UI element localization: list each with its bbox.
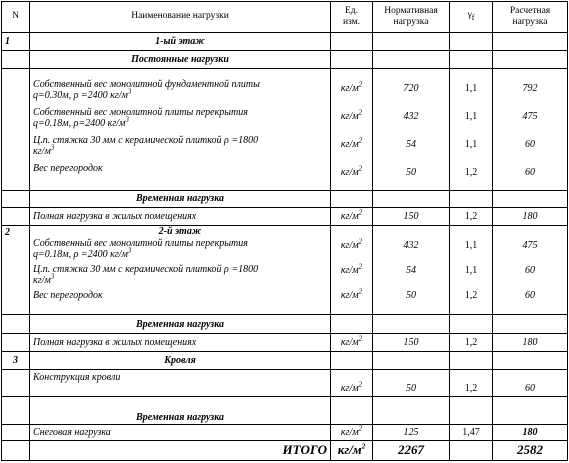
floor2-number: 2 [2, 225, 30, 315]
floor1-permanent-title: Постоянные нагрузки [30, 50, 331, 68]
list-item: Собственный вес монолитной плиты перекрытия q=0.18м, ρ =2400 $кг/м^3$ [33, 237, 248, 260]
total-calc: 2582 [493, 440, 568, 460]
floor2-units: $кг/м^2$ $кг/м^2$ $кг/м^2$ [331, 225, 373, 315]
floor1-gamma-values: 1,1 1,1 1,1 1,2 [450, 69, 493, 191]
floor2-calc-values: 475 60 60 [493, 225, 568, 315]
floor1-permanent-descriptions [30, 69, 331, 191]
floor2-row [2, 225, 568, 315]
floor2-temporary-gamma: 1,2 [450, 333, 493, 351]
total-unit: $кг/м^2$ [331, 440, 373, 460]
list-item: Ц.п. стяжка 30 мм с керамической плиткой ρ =1800 $кг/м^3$ [33, 263, 259, 286]
floor2-temporary-norm: 150 [373, 333, 450, 351]
floor2-temporary-title-row [2, 315, 568, 333]
floor2-temporary-name: Полная нагрузка в жилых помещениях [30, 333, 331, 351]
list-item: Вес перегородок [33, 289, 103, 301]
floor1-title-row [2, 32, 568, 50]
floor2-title: 2-й этаж [158, 225, 202, 237]
roof-temporary-title-row [2, 396, 568, 424]
floor1-temporary-title-row [2, 191, 568, 207]
header-gamma: $\gamma_f$ [450, 2, 493, 33]
roof-temporary-name: Снеговая нагрузка [30, 425, 331, 440]
floor2-norm-values: 432 54 50 [373, 225, 450, 315]
roof-temporary-row [2, 425, 568, 440]
roof-item-gamma: 1,2 [450, 370, 493, 396]
roof-item-unit: $кг/м^2$ [331, 370, 373, 396]
floor1-permanent-title-row [2, 50, 568, 68]
roof-item-calc: 60 [493, 370, 568, 396]
list-item: Собственный вес монолитной плиты перекрытия q=0.18м, ρ=2400 $кг/м^3$ [33, 107, 248, 130]
floor1-number: 1 [2, 32, 30, 50]
list-item: Ц.п. стяжка 30 мм с керамической плиткой ρ =1800 $кг/м^3$ [33, 135, 259, 158]
roof-temporary-unit: $кг/м^2$ [331, 425, 373, 440]
floor1-units: $кг/м^2$ $кг/м^2$ $кг/м^2$ $кг/м^2$ [331, 69, 373, 191]
floor2-temporary-title: Временная нагрузка [30, 315, 331, 333]
roof-temporary-gamma: 1,47 [450, 425, 493, 440]
total-row [2, 440, 568, 460]
floor2-gamma-values: 1,1 1,1 1,2 [450, 225, 493, 315]
header-n: N [2, 2, 30, 33]
header-name: Наименование нагрузки [30, 2, 331, 33]
floor2-temporary-unit: $кг/м^2$ [331, 333, 373, 351]
floor1-temporary-gamma: 1,2 [450, 207, 493, 225]
floor2-descriptions [30, 225, 331, 315]
header-norm: Нормативная нагрузка [373, 2, 450, 33]
floor1-temporary-title: Временная нагрузка [30, 191, 331, 207]
floor1-temporary-row [2, 207, 568, 225]
roof-title: Кровля [30, 352, 331, 370]
roof-temporary-title: Временная нагрузка [30, 396, 331, 424]
roof-item-norm: 50 [373, 370, 450, 396]
list-item: Вес перегородок [33, 163, 103, 175]
floor2-temporary-calc: 180 [493, 333, 568, 351]
floor1-temporary-calc: 180 [493, 207, 568, 225]
floor1-title: 1-ый этаж [30, 32, 331, 50]
floor1-norm-values: 720 432 54 50 [373, 69, 450, 191]
floor1-calc-values: 792 475 60 60 [493, 69, 568, 191]
floor2-temporary-row [2, 333, 568, 351]
total-norm: 2267 [373, 440, 450, 460]
floor1-permanent-items-row [2, 69, 568, 191]
header-calc: Расчетная нагрузка [493, 2, 568, 33]
roof-number: 3 [2, 352, 30, 370]
roof-item-name: Конструкция кровли [30, 370, 331, 396]
roof-item-row [2, 370, 568, 396]
loads-table [1, 1, 568, 461]
header-unit: Ед. изм. [331, 2, 373, 33]
roof-title-row [2, 352, 568, 370]
roof-temporary-calc: 180 [493, 425, 568, 440]
floor1-temporary-name: Полная нагрузка в жилых помещениях [30, 207, 331, 225]
header-row [2, 2, 568, 33]
total-label: ИТОГО [30, 440, 331, 460]
floor1-temporary-norm: 150 [373, 207, 450, 225]
list-item: Собственный вес монолитной фундаментной плиты q=0.30м, ρ =2400 $кг/м^3$ [33, 79, 260, 102]
roof-temporary-norm: 125 [373, 425, 450, 440]
floor1-temporary-unit: $кг/м^2$ [331, 207, 373, 225]
